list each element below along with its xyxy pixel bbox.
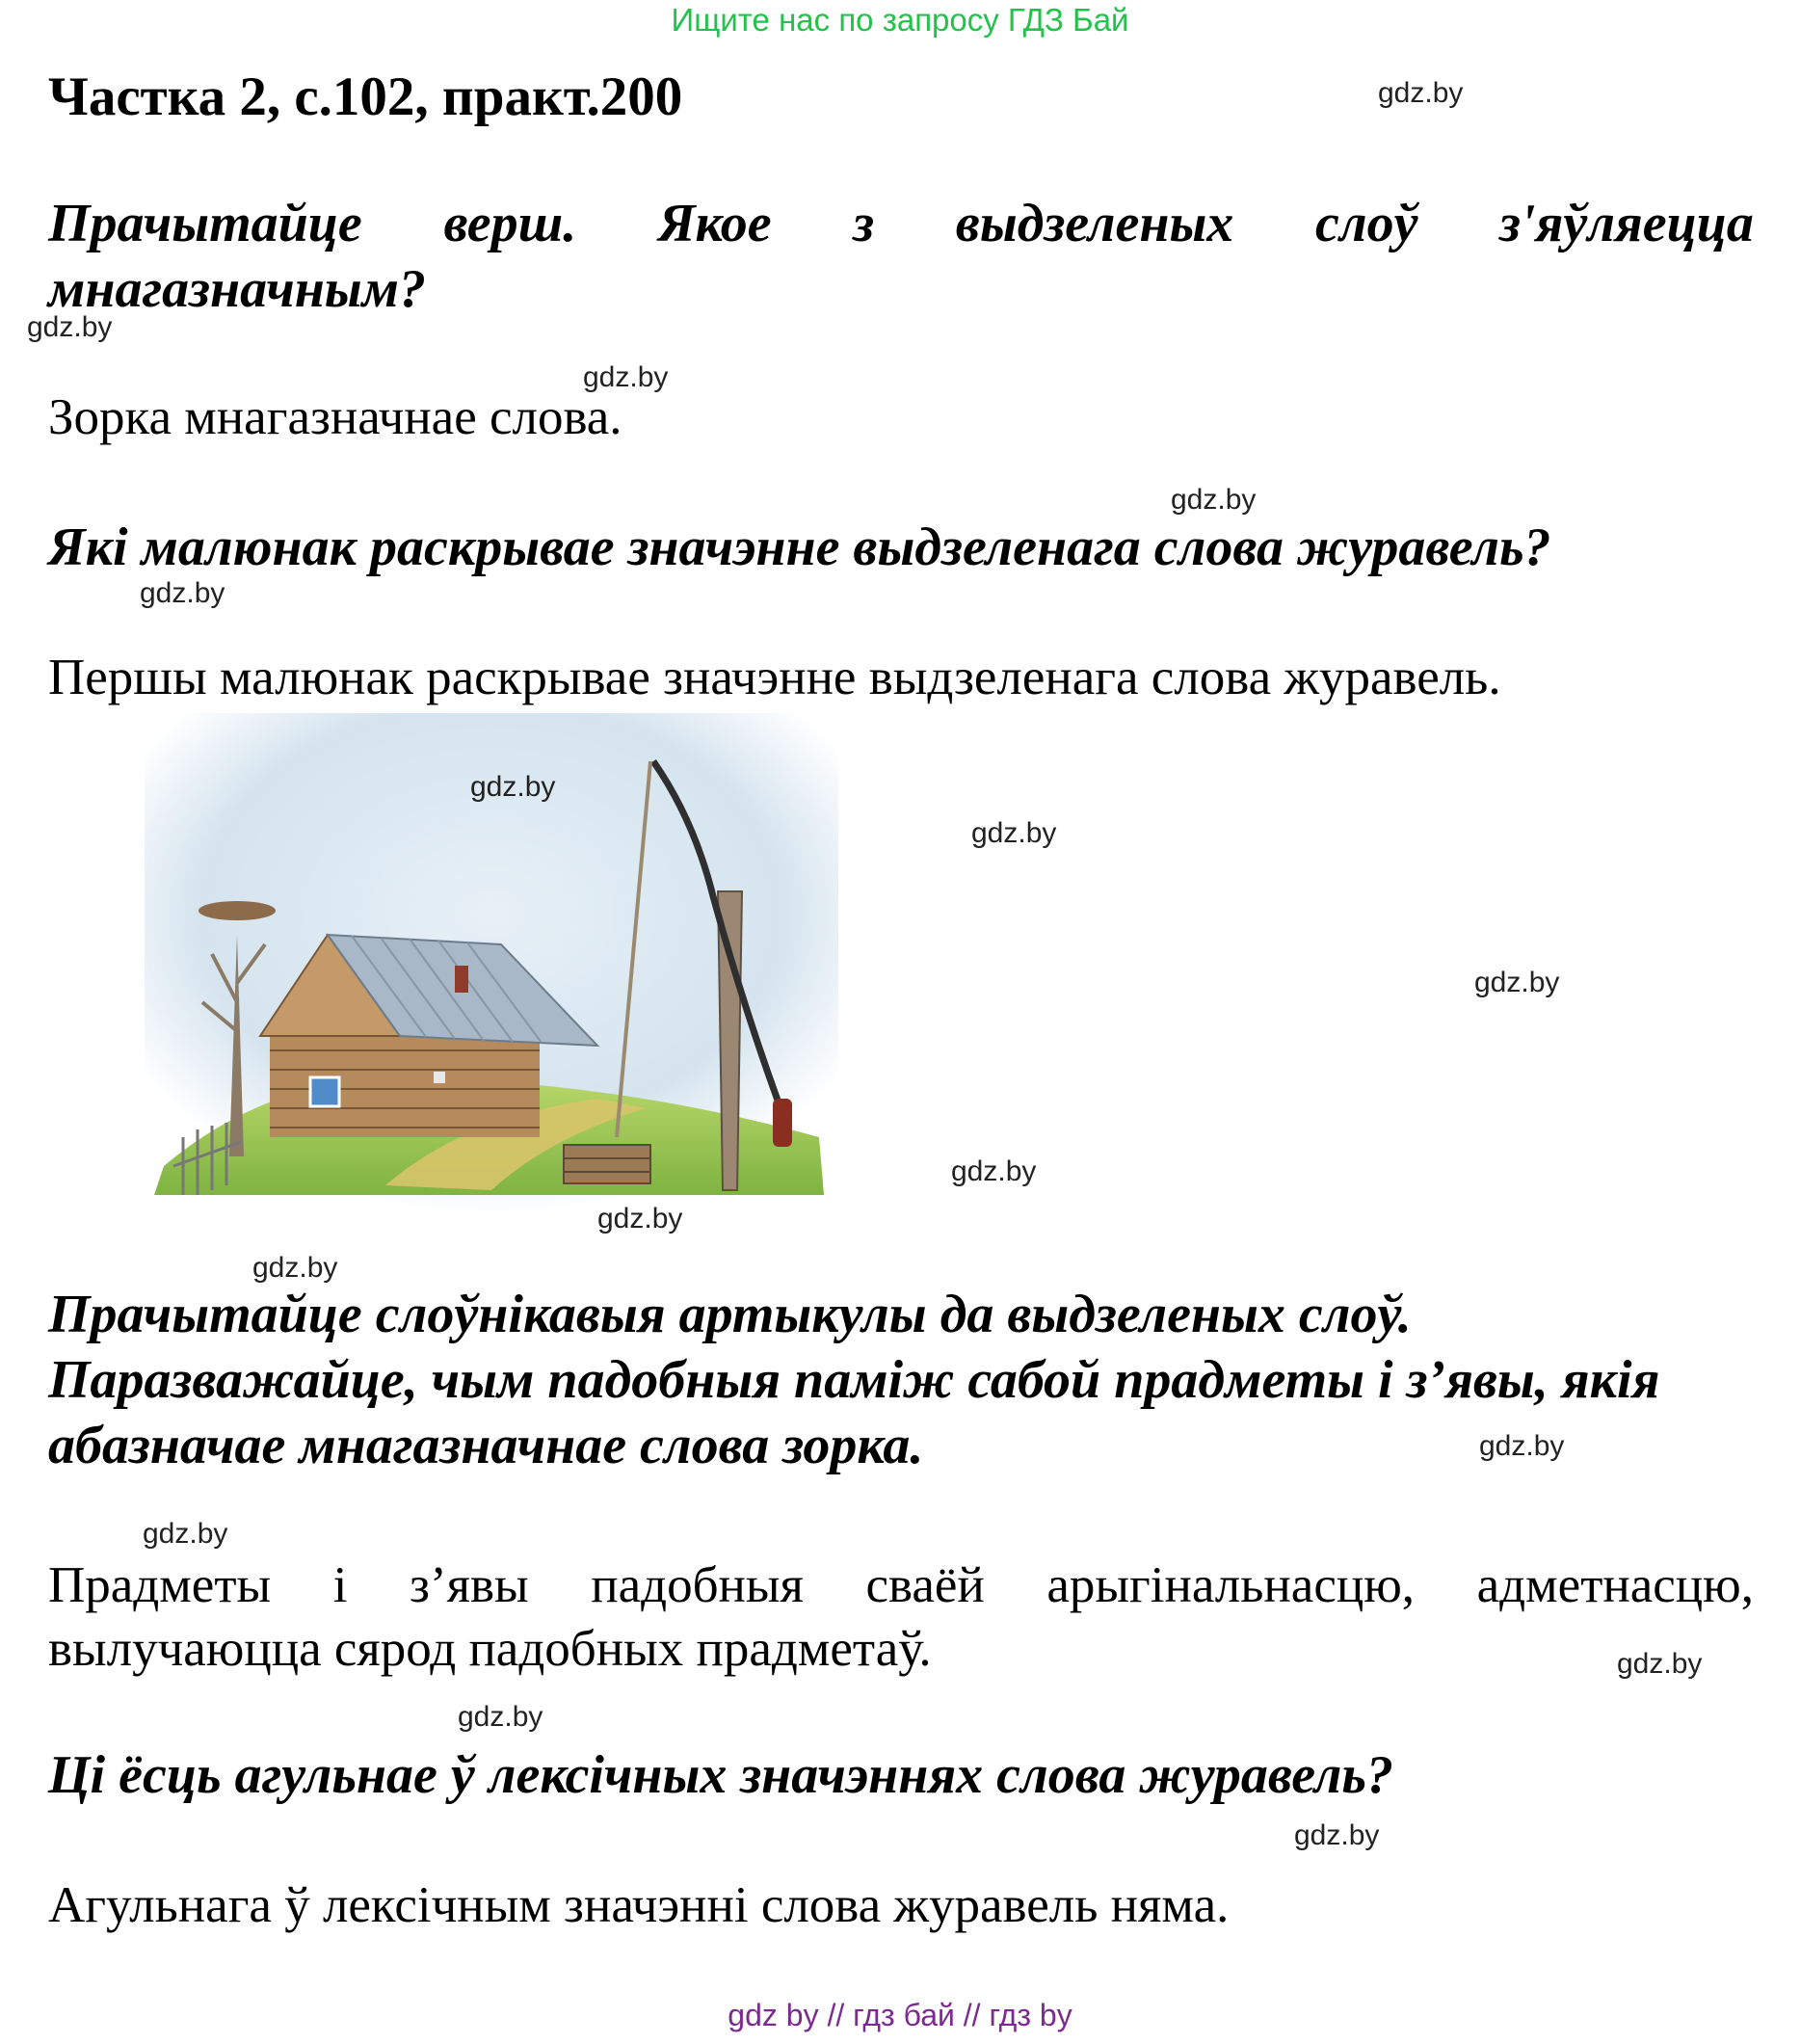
watermark: gdz.by — [583, 361, 669, 393]
watermark: gdz.by — [1479, 1430, 1565, 1462]
watermark: gdz.by — [971, 817, 1057, 849]
question-3-line-2: Паразважайце, чым падобныя паміж сабой прадметы і з’явы, якія — [48, 1350, 1660, 1410]
q1-word: з'яўляецца — [1499, 194, 1754, 253]
a3-word: адметнасцю, — [1476, 1557, 1754, 1613]
a3-word: і — [332, 1557, 348, 1613]
a3-word: арыгінальнасцю, — [1046, 1557, 1416, 1613]
q1-word: Якое — [657, 194, 772, 253]
question-3-line-3: абазначае мнагазначнае слова зорка. — [48, 1416, 924, 1475]
watermark: gdz.by — [1294, 1819, 1380, 1851]
question-1 — [48, 191, 1754, 322]
answer-1: Зорка мнагазначнае слова. — [48, 389, 622, 445]
top-banner: Ищите нас по запросу ГДЗ Бай — [671, 2, 1129, 38]
q1-word: верш. — [443, 194, 577, 253]
answer-3-line-2: вылучаюцца сярод падобных прадметаў. — [48, 1621, 932, 1677]
a3-word: падобныя — [591, 1557, 804, 1613]
watermark: gdz.by — [597, 1203, 683, 1234]
watermark: gdz.by — [252, 1252, 338, 1284]
a3-word: сваёй — [865, 1557, 985, 1613]
answer-4: Агульнага ў лексічным значэнні слова журавель няма. — [48, 1877, 1230, 1933]
answer-2: Першы малюнак раскрывае значэнне выдзеленага слова журавель. — [48, 650, 1501, 705]
watermark: gdz.by — [458, 1701, 543, 1733]
question-3 — [48, 1282, 1659, 1478]
a3-word: з’явы — [410, 1557, 529, 1613]
question-4: Ці ёсць агульнае ў лексічных значэннях слова журавель? — [48, 1745, 1393, 1805]
watermark: gdz.by — [470, 771, 556, 803]
watermark: gdz.by — [1474, 967, 1560, 998]
question-1-line-2: мнагазначным? — [48, 259, 427, 319]
watermark: gdz.by — [1617, 1648, 1703, 1680]
question-2: Які малюнак раскрывае значэнне выдзеленага слова журавель? — [48, 518, 1551, 577]
q1-word: выдзеленых — [955, 194, 1234, 253]
q1-word: з — [853, 194, 875, 253]
watermark: gdz.by — [1171, 484, 1257, 516]
q1-word: слоў — [1314, 194, 1418, 253]
answer-3-line-1 — [48, 1553, 1754, 1617]
page-title: Частка 2, с.102, практ.200 — [48, 66, 683, 127]
q1-word: Прачытайце — [48, 194, 362, 253]
watermark: gdz.by — [140, 577, 225, 609]
question-3-line-1: Прачытайце слоўнікавыя артыкулы да выдзеленых слоў. — [48, 1285, 1412, 1344]
watermark: gdz.by — [1378, 77, 1464, 109]
question-1-line-1 — [48, 191, 1754, 256]
footer-links: gdz by // гдз бай // гдз by — [728, 1998, 1072, 2032]
a3-word: Прадметы — [48, 1557, 272, 1613]
watermark: gdz.by — [951, 1155, 1037, 1187]
watermark: gdz.by — [27, 311, 113, 343]
watermark: gdz.by — [143, 1518, 228, 1550]
answer-3 — [48, 1553, 1754, 1681]
